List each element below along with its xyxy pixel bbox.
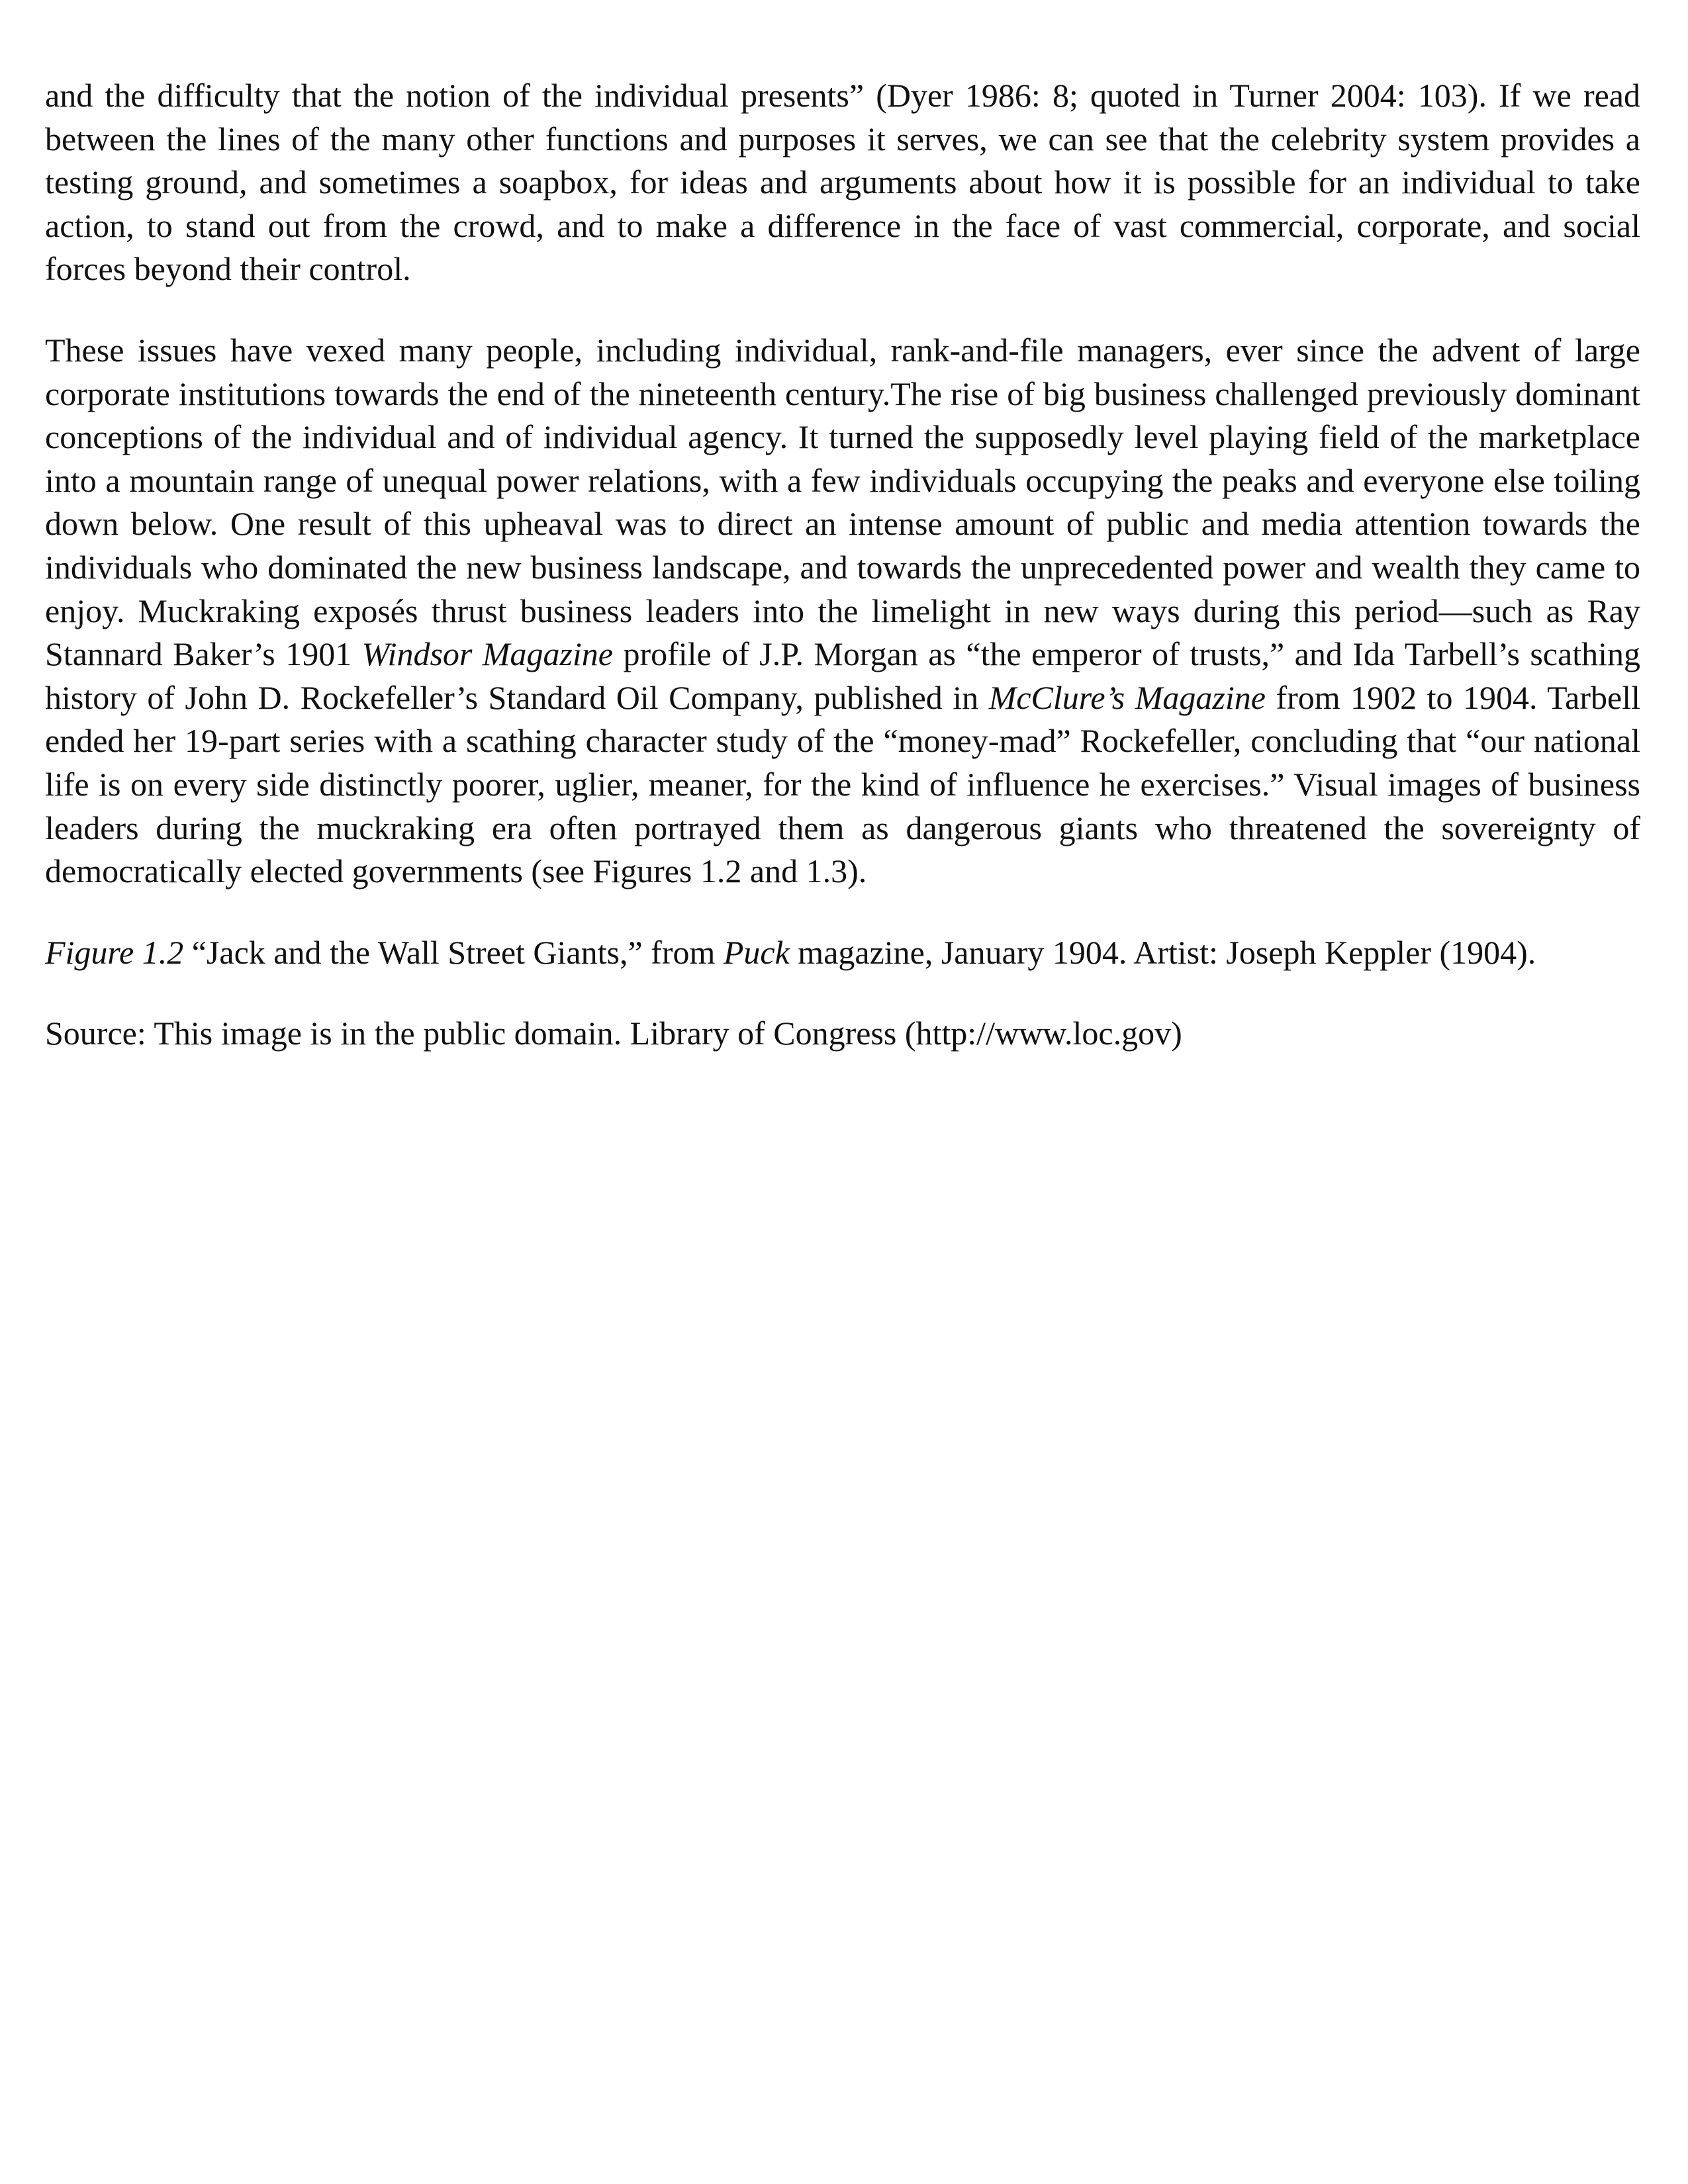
body-paragraph-1 — [45, 74, 1640, 291]
caption-magazine-name: Puck — [723, 933, 790, 971]
text-run: profile of J.P. Morgan as “the emperor of trusts,” and Ida Tarbell’s scathing history of John D. Rockefeller’s Standard Oil Company, published in — [45, 635, 1640, 716]
figure-label: Figure 1.2 — [45, 933, 184, 971]
italic-title-run: McClure’s Magazine — [988, 678, 1266, 716]
caption-text-before: “Jack and the Wall Street Giants,” from — [183, 933, 724, 971]
text-run: from 1902 to 1904. Tarbell ended her 19-part series with a scathing character study of the “money-mad” Rockefeller, concluding that “our national life is on every side distinctly poorer, uglier, meaner, for the kind of influence he exercises.” Visual images of business leaders during the muckraking era often portrayed them as dangerous giants who threatened the sovereignty of democratically elected governments (see Figures 1.2 and 1.3). — [45, 678, 1641, 890]
italic-title-run: Windsor Magazine — [361, 635, 613, 673]
figure-caption — [45, 931, 1640, 975]
figure-source-line: Source: This image is in the public domain. Library of Congress (http://www.loc.gov) — [45, 1015, 1182, 1052]
text-run: These issues have vexed many people, including individual, rank-and-file managers, ever since the advent of large corporate institutions towards the end of the nineteenth century.The rise of big business challenged previously dominant conceptions of the individual and of individual agency. It turned the supposedly level playing field of the marketplace into a mountain range of unequal power relations, with a few individuals occupying the peaks and everyone else toiling down below. One result of this upheaval was to direct an intense amount of public and media attention towards the individuals who dominated the new business landscape, and towards the unprecedented power and wealth they came to enjoy. Muckraking exposés thrust business leaders into the limelight in new ways during this period—such as Ray Stannard Baker’s 1901 — [45, 331, 1640, 673]
body-paragraph-2 — [45, 329, 1640, 893]
text-run: and the difficulty that the notion of the individual presents” (Dyer 1986: 8; quoted in Turner 2004: 103). If we read between the lines of the many other functions and purposes it serves, we can see that the celebrity system provides a testing ground, and sometimes a soapbox, for ideas and arguments about how it is possible for an individual to take action, to stand out from the crowd, and to make a difference in the face of vast commercial, corporate, and social forces beyond their control. — [45, 77, 1640, 288]
document-page — [45, 74, 1640, 1056]
caption-text-after: magazine, January 1904. Artist: Joseph Keppler (1904). — [789, 933, 1536, 971]
